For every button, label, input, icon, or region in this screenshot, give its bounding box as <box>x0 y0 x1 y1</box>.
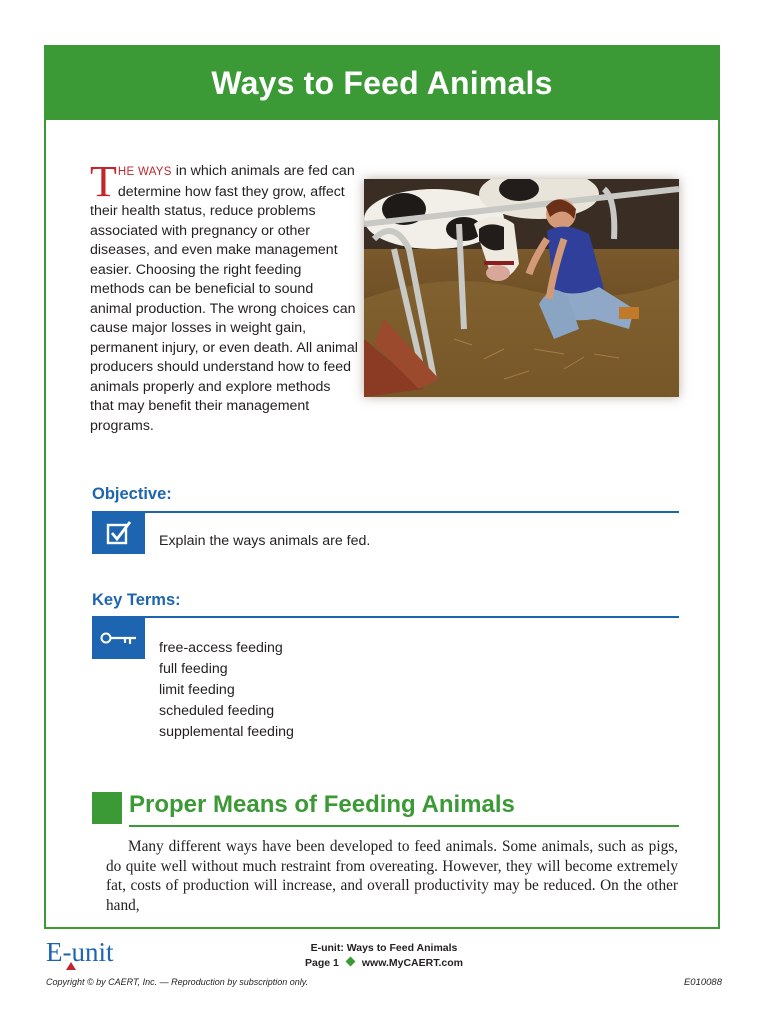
objective-rule <box>92 511 679 513</box>
copyright-text: Copyright © by CAERT, Inc. — Reproduction by subscription only. <box>46 977 309 987</box>
dairy-feeding-photo <box>364 179 679 397</box>
key-terms-heading: Key Terms: <box>92 591 181 609</box>
title-bar <box>46 47 718 120</box>
key-terms-rule <box>92 616 679 618</box>
document-code: E010088 <box>683 977 722 988</box>
key-term: full feeding <box>159 661 228 677</box>
key-term: free-access feeding <box>159 640 283 656</box>
footer-url[interactable]: www.MyCAERT.com <box>361 957 463 969</box>
objective-text: Explain the ways animals are fed. <box>159 533 371 549</box>
key-terms-list <box>159 638 294 743</box>
checkbox-icon <box>92 512 145 554</box>
intro-smallcaps: HE WAYS <box>117 166 172 178</box>
diamond-icon <box>345 957 355 967</box>
key-term: supplemental feeding <box>159 724 294 740</box>
page-title: Ways to Feed Animals <box>211 65 553 101</box>
page-frame <box>44 45 720 929</box>
key-term: scheduled feeding <box>159 703 275 719</box>
intro-text: in which animals are fed can determine how fast they grow, affect their health status, reduce problems associated with pregnancy or other diseases, and even make management easier. Choosing the right feeding methods can be beneficial to sound animal production. The wrong choices can cause major losses in weight gain, permanent injury, or even death. All animal producers should understand how to feed animals properly and explore methods that may benefit their management programs. <box>90 163 358 434</box>
footer-title: E-unit: Ways to Feed Animals <box>310 942 458 954</box>
section-title: Proper Means of Feeding Animals <box>129 791 515 818</box>
key-icon <box>92 617 145 659</box>
objective-heading: Objective: <box>92 485 172 503</box>
section-marker <box>92 792 122 824</box>
footer-page-line <box>0 957 768 969</box>
e-unit-logo: E-unit <box>46 937 114 967</box>
intro-paragraph <box>90 157 358 436</box>
page-number: Page 1 <box>305 957 339 969</box>
section-rule <box>129 825 679 827</box>
section-paragraph: Many different ways have been developed to feed animals. Some animals, such as pigs, do quite well without much restraint from overeating. However, they will become extremely fat, costs of production will increase, and overall productivity may be reduced. On the other hand, <box>106 838 678 914</box>
key-term: limit feeding <box>159 682 235 698</box>
drop-cap: T <box>90 157 117 206</box>
